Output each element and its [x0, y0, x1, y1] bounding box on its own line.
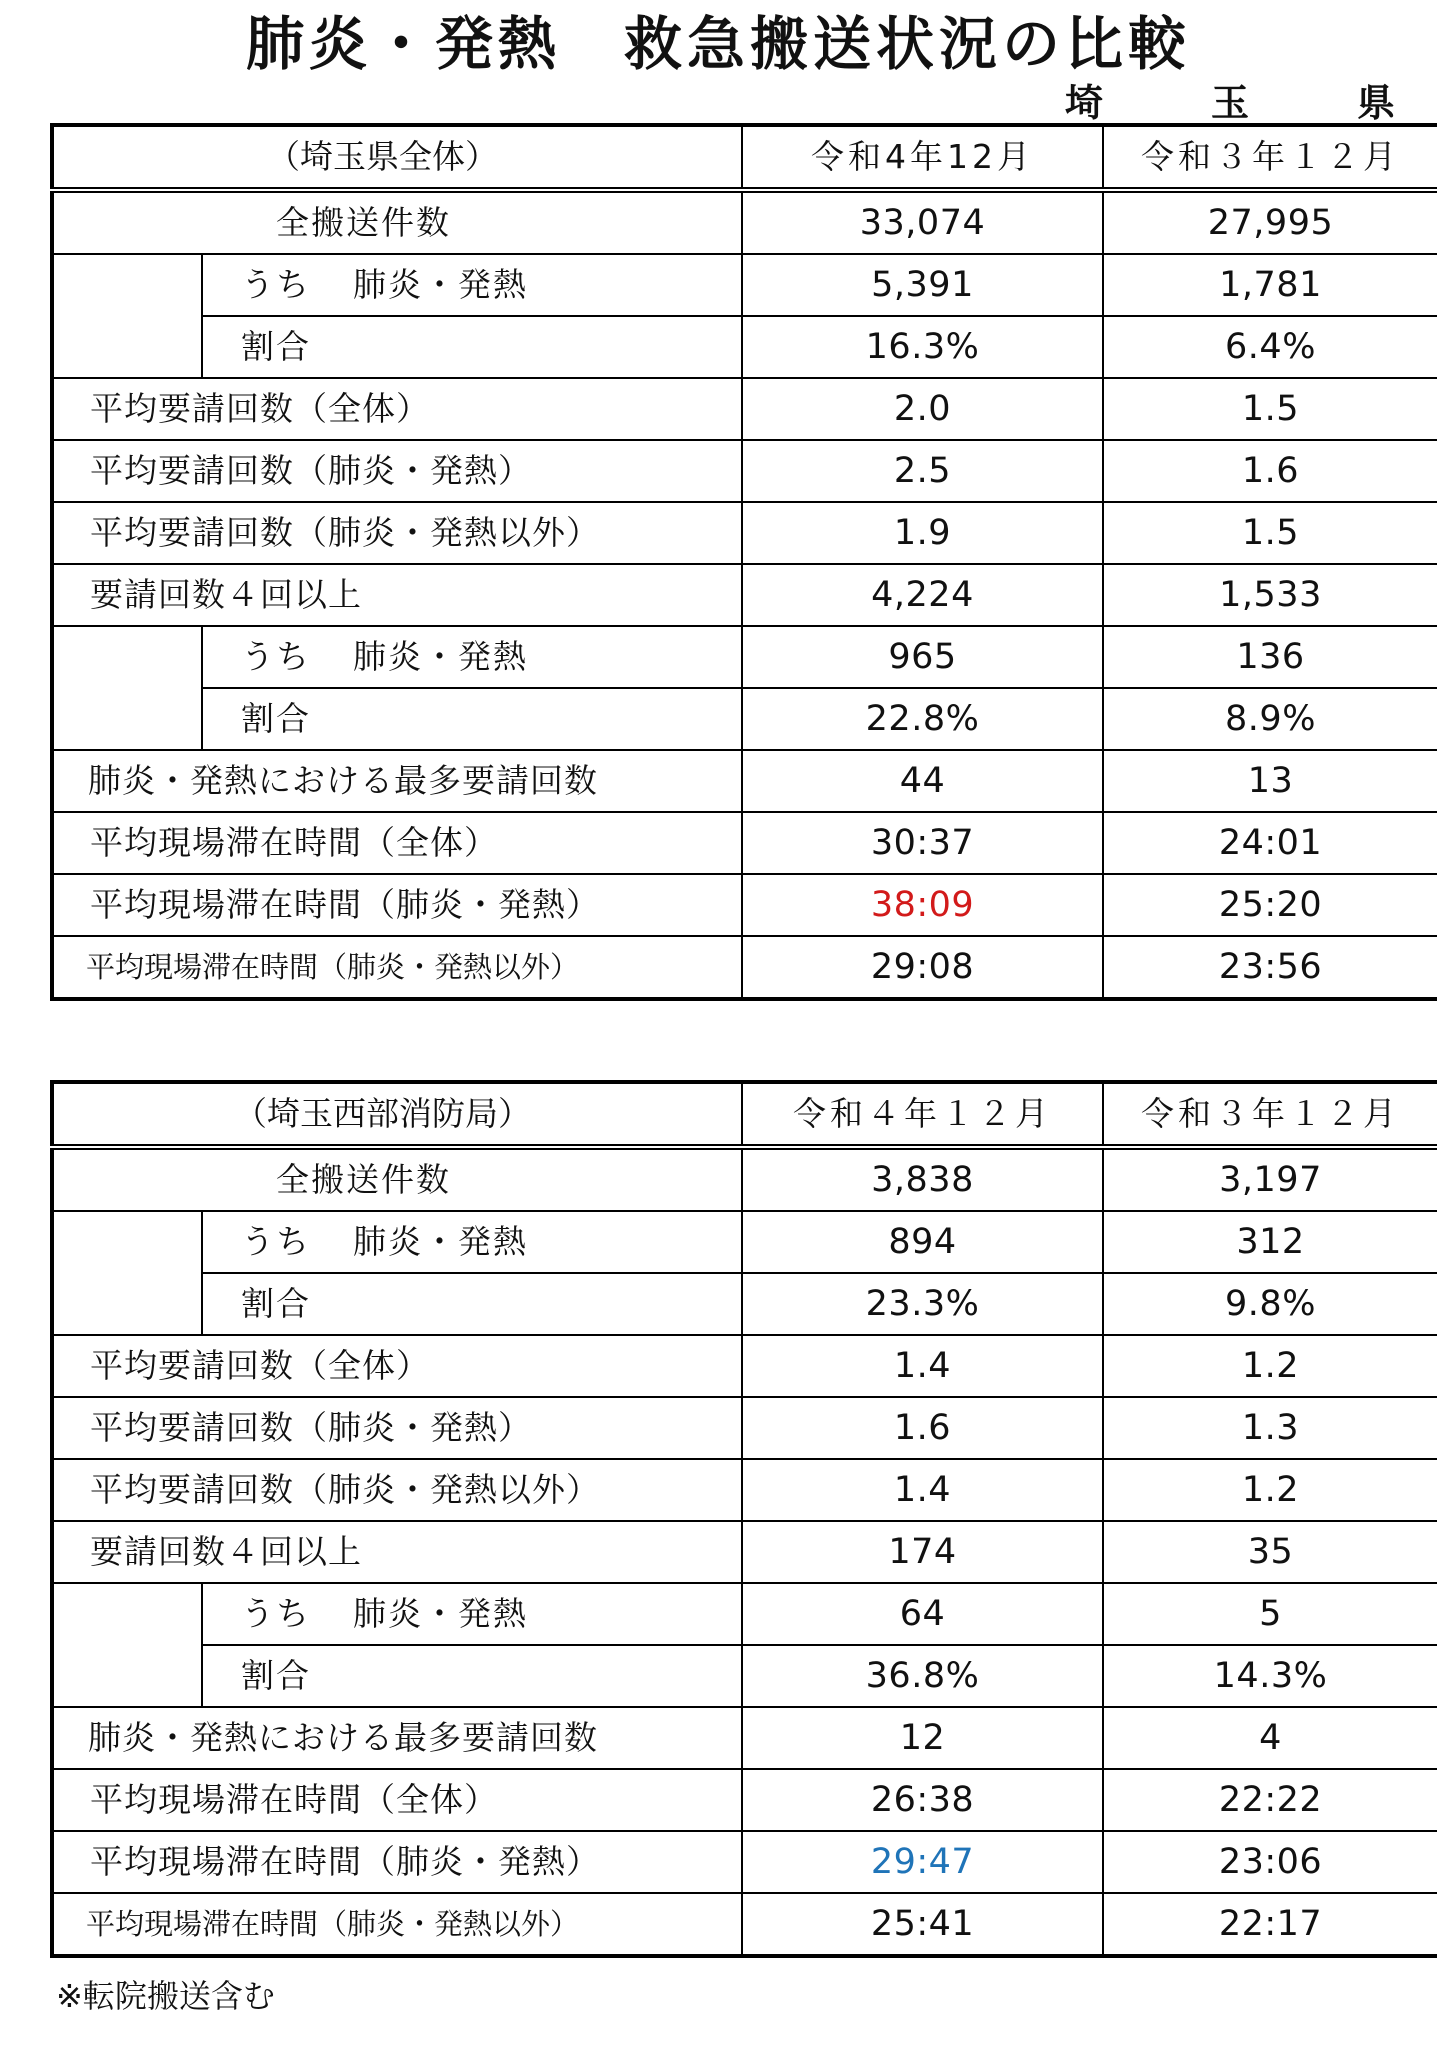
table-row — [52, 1521, 1437, 1583]
table-header-row — [52, 125, 1437, 190]
value-previous: 5 — [1103, 1583, 1437, 1645]
value-previous: 4 — [1103, 1707, 1437, 1769]
value-current: 26:38 — [742, 1769, 1103, 1831]
value-previous: 1,781 — [1103, 254, 1437, 316]
table-row — [52, 1831, 1437, 1893]
row-label-total: 全搬送件数 — [52, 190, 742, 254]
table-row — [52, 1397, 1437, 1459]
value-previous: 35 — [1103, 1521, 1437, 1583]
prefecture-label — [1065, 80, 1395, 126]
value-previous: 22:17 — [1103, 1893, 1437, 1956]
header-col-current: 令和4年12月 — [742, 125, 1103, 190]
value-previous: 1.5 — [1103, 502, 1437, 564]
value-current: 1.6 — [742, 1397, 1103, 1459]
table-row — [52, 688, 1437, 750]
value-current: 2.5 — [742, 440, 1103, 502]
value-current: 22.8% — [742, 688, 1103, 750]
header-scope-label: （埼玉県全体） — [52, 125, 742, 190]
table-row — [52, 1273, 1437, 1335]
value-current: 44 — [742, 750, 1103, 812]
row-label-avg-requests-other: 平均要請回数（肺炎・発熱以外） — [52, 502, 742, 564]
table-row — [52, 1893, 1437, 1956]
value-current-highlighted: 38:09 — [742, 874, 1103, 936]
value-current: 1.4 — [742, 1335, 1103, 1397]
prefecture-char: 埼 — [1065, 81, 1104, 125]
row-label-avg-requests-other: 平均要請回数（肺炎・発熱以外） — [52, 1459, 742, 1521]
value-current: 23.3% — [742, 1273, 1103, 1335]
row-label-fever-count — [202, 254, 742, 316]
row-label-stay-other: 平均現場滞在時間（肺炎・発熱以外） — [52, 936, 742, 999]
table-row — [52, 1459, 1437, 1521]
row-label-ratio: 割合 — [202, 316, 742, 378]
row-label-total: 全搬送件数 — [52, 1147, 742, 1211]
value-current-highlighted: 29:47 — [742, 1831, 1103, 1893]
row-label-stay-all: 平均現場滞在時間（全体） — [52, 1769, 742, 1831]
row-label-ratio: 割合 — [202, 1273, 742, 1335]
row-label-requests-4plus: 要請回数４回以上 — [52, 1521, 742, 1583]
value-previous: 312 — [1103, 1211, 1437, 1273]
value-current: 25:41 — [742, 1893, 1103, 1956]
header-col-current: 令和４年１２月 — [742, 1082, 1103, 1147]
value-previous: 27,995 — [1103, 190, 1437, 254]
document-title: 肺炎・発熱 救急搬送状況の比較 — [245, 10, 1191, 78]
table-row — [52, 564, 1437, 626]
table-row — [52, 1147, 1437, 1211]
value-previous: 136 — [1103, 626, 1437, 688]
table-row — [52, 750, 1437, 812]
table-row — [52, 502, 1437, 564]
prefecture-comparison-table — [50, 123, 1437, 1001]
prefix-uchi: うち — [241, 637, 311, 676]
prefix-uchi: うち — [241, 1594, 311, 1633]
seibu-fire-dept-comparison-table — [50, 1080, 1437, 1958]
value-current: 894 — [742, 1211, 1103, 1273]
value-previous: 9.8% — [1103, 1273, 1437, 1335]
value-current: 33,074 — [742, 190, 1103, 254]
value-previous: 1.2 — [1103, 1459, 1437, 1521]
value-previous: 1,533 — [1103, 564, 1437, 626]
row-label-avg-requests-all: 平均要請回数（全体） — [52, 1335, 742, 1397]
row-label-avg-requests-fever: 平均要請回数（肺炎・発熱） — [52, 440, 742, 502]
value-previous: 1.6 — [1103, 440, 1437, 502]
indent-cell — [52, 1583, 202, 1707]
row-label-fever: 肺炎・発熱 — [353, 1222, 528, 1261]
row-label-stay-other: 平均現場滞在時間（肺炎・発熱以外） — [52, 1893, 742, 1956]
value-previous: 13 — [1103, 750, 1437, 812]
indent-cell — [52, 626, 202, 750]
table-row — [52, 626, 1437, 688]
table-row — [52, 1645, 1437, 1707]
prefix-uchi: うち — [241, 265, 311, 304]
value-current: 1.9 — [742, 502, 1103, 564]
value-previous: 22:22 — [1103, 1769, 1437, 1831]
row-label-requests-4plus: 要請回数４回以上 — [52, 564, 742, 626]
value-current: 64 — [742, 1583, 1103, 1645]
table-header-row — [52, 1082, 1437, 1147]
value-current: 965 — [742, 626, 1103, 688]
row-label-stay-fever: 平均現場滞在時間（肺炎・発熱） — [52, 874, 742, 936]
row-label-ratio: 割合 — [202, 1645, 742, 1707]
row-label-avg-requests-fever: 平均要請回数（肺炎・発熱） — [52, 1397, 742, 1459]
indent-cell — [52, 254, 202, 378]
row-label-fever: 肺炎・発熱 — [353, 1594, 528, 1633]
value-previous: 6.4% — [1103, 316, 1437, 378]
table-row — [52, 1211, 1437, 1273]
row-label-fever-count — [202, 626, 742, 688]
row-label-fever: 肺炎・発熱 — [353, 265, 528, 304]
prefecture-char: 県 — [1356, 81, 1395, 125]
row-label-stay-all: 平均現場滞在時間（全体） — [52, 812, 742, 874]
table-row — [52, 1335, 1437, 1397]
value-current: 1.4 — [742, 1459, 1103, 1521]
value-current: 12 — [742, 1707, 1103, 1769]
value-current: 30:37 — [742, 812, 1103, 874]
value-current: 174 — [742, 1521, 1103, 1583]
table-row — [52, 254, 1437, 316]
table-row — [52, 1707, 1437, 1769]
table-row — [52, 874, 1437, 936]
row-label-fever: 肺炎・発熱 — [353, 637, 528, 676]
value-current: 2.0 — [742, 378, 1103, 440]
row-label-fever-count — [202, 1211, 742, 1273]
header-scope-label: （埼玉西部消防局） — [52, 1082, 742, 1147]
value-current: 5,391 — [742, 254, 1103, 316]
value-current: 3,838 — [742, 1147, 1103, 1211]
table-row — [52, 378, 1437, 440]
row-label-avg-requests-all: 平均要請回数（全体） — [52, 378, 742, 440]
value-current: 36.8% — [742, 1645, 1103, 1707]
prefix-uchi: うち — [241, 1222, 311, 1261]
footnote: ※転院搬送含む — [56, 1977, 275, 2015]
row-label-max-requests: 肺炎・発熱における最多要請回数 — [52, 1707, 742, 1769]
value-previous: 1.5 — [1103, 378, 1437, 440]
row-label-ratio: 割合 — [202, 688, 742, 750]
header-col-previous: 令和３年１２月 — [1103, 1082, 1437, 1147]
value-previous: 24:01 — [1103, 812, 1437, 874]
value-current: 16.3% — [742, 316, 1103, 378]
row-label-fever-count — [202, 1583, 742, 1645]
value-previous: 1.2 — [1103, 1335, 1437, 1397]
indent-cell — [52, 1211, 202, 1335]
value-previous: 23:56 — [1103, 936, 1437, 999]
table-row — [52, 936, 1437, 999]
value-previous: 1.3 — [1103, 1397, 1437, 1459]
table-row — [52, 316, 1437, 378]
prefecture-char: 玉 — [1210, 81, 1249, 125]
value-previous: 23:06 — [1103, 1831, 1437, 1893]
row-label-max-requests: 肺炎・発熱における最多要請回数 — [52, 750, 742, 812]
table-row — [52, 190, 1437, 254]
value-previous: 3,197 — [1103, 1147, 1437, 1211]
table-row — [52, 1583, 1437, 1645]
table-row — [52, 812, 1437, 874]
value-previous: 8.9% — [1103, 688, 1437, 750]
header-col-previous: 令和３年１２月 — [1103, 125, 1437, 190]
value-current: 29:08 — [742, 936, 1103, 999]
row-label-stay-fever: 平均現場滞在時間（肺炎・発熱） — [52, 1831, 742, 1893]
value-current: 4,224 — [742, 564, 1103, 626]
value-previous: 14.3% — [1103, 1645, 1437, 1707]
table-row — [52, 1769, 1437, 1831]
value-previous: 25:20 — [1103, 874, 1437, 936]
table-row — [52, 440, 1437, 502]
